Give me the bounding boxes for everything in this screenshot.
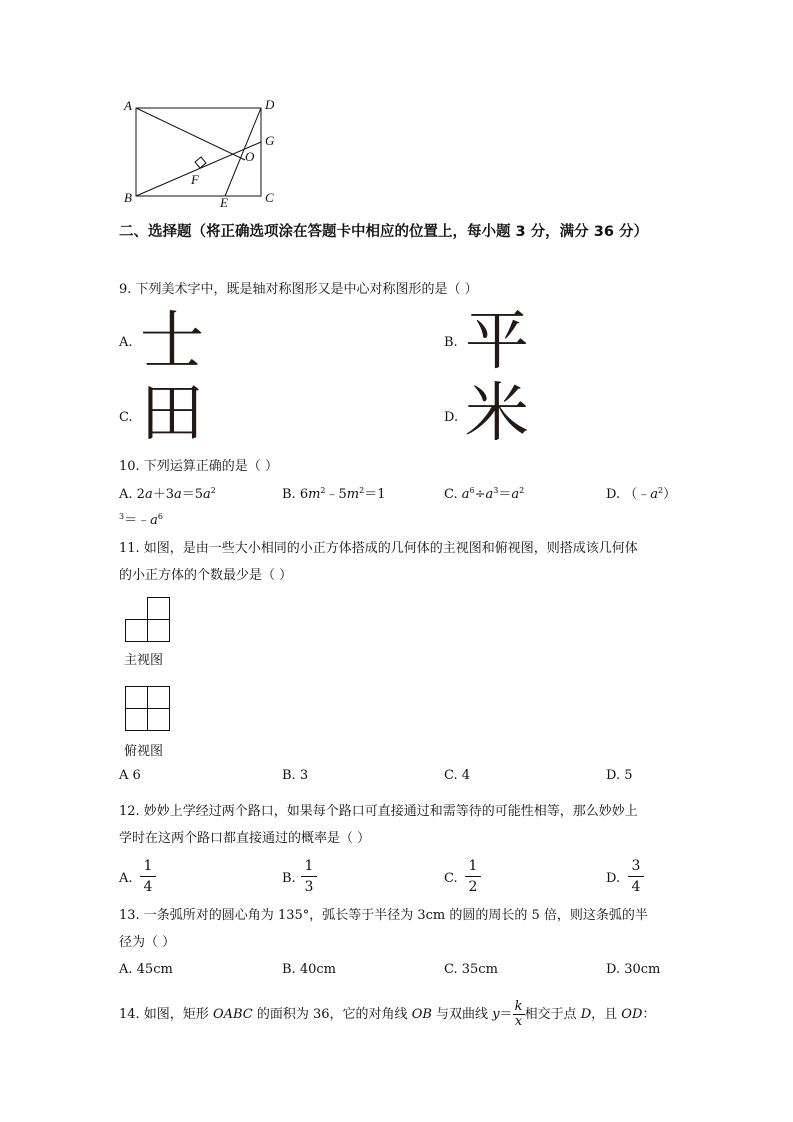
q13-option-a[interactable]: A. 45cm (119, 962, 173, 977)
q10-d-prefix: D. （﹣ (606, 487, 651, 502)
label-b: B (124, 190, 132, 205)
q10-b-exp1: 2 (320, 486, 326, 495)
fraction-numerator: 1 (468, 858, 478, 874)
q9-option-c-glyph: 田 (140, 377, 204, 451)
segment-d-to-e (225, 108, 261, 196)
q9-option-a-glyph: 士 (140, 305, 204, 379)
q13-option-d[interactable]: D. 30cm (606, 962, 661, 977)
q10-option-a[interactable] (119, 487, 216, 503)
q12-option-b-letter[interactable]: B. (282, 871, 296, 886)
label-f: F (191, 172, 199, 187)
q11-stem-line1: 11. 如图，是由一些大小相同的小正方体搭成的几何体的主视图和俯视图，则搭成该几何体 (119, 541, 638, 556)
fraction-denominator: 4 (631, 879, 641, 895)
q12-option-b-fraction (301, 858, 317, 895)
q12-option-a-fraction (140, 858, 156, 895)
fraction-numerator: 1 (143, 858, 153, 874)
q9-option-d-letter[interactable]: D. (444, 410, 459, 425)
q14-text-2: 的面积为 36，它的对角线 (252, 1007, 412, 1022)
q13-option-c[interactable]: C. 35cm (444, 962, 498, 977)
q10-b-prefix: B. 6 (282, 487, 309, 502)
label-e: E (220, 195, 228, 210)
q12-option-d-fraction (628, 858, 644, 895)
q11-option-d[interactable]: D. 5 (606, 768, 633, 783)
q14-var-od: OD (621, 1007, 643, 1022)
q10-d-exp1: 2 (658, 486, 664, 495)
fraction-numerator: 3 (631, 858, 641, 874)
q14-text-5: ，且 (591, 1007, 622, 1022)
top-view-label: 俯视图 (124, 744, 164, 759)
q14-text-6: ： (642, 1007, 656, 1022)
label-g: G (265, 133, 275, 148)
q14-text-1: 14. 如图，矩形 (119, 1007, 213, 1022)
q10-c-var3: a (511, 487, 520, 502)
fraction-bar (301, 876, 317, 877)
q10-b-tail: ＝1 (364, 487, 386, 502)
q10-a-var3: a (203, 487, 211, 502)
q10-d-var1: a (650, 487, 658, 502)
q10-b-mid: ﹣5 (325, 487, 347, 502)
label-o: O (245, 149, 255, 164)
q14-var-d: D (580, 1007, 592, 1022)
q10-c-exp1: 6 (469, 486, 475, 495)
q12-option-a-letter[interactable]: A. (119, 871, 133, 886)
q10-c-mid2: ＝ (498, 487, 512, 502)
q10-d-cont-var: a (150, 513, 158, 528)
front-view-figure (124, 596, 172, 644)
fraction-bar (140, 876, 156, 877)
q10-c-exp3: 2 (519, 486, 525, 495)
q14-equals: ＝ (499, 1007, 513, 1022)
q14-var-y: y (492, 1007, 500, 1022)
q14-text-3: 与双曲线 (431, 1007, 493, 1022)
top-view-figure (124, 685, 172, 733)
fraction-denominator: x (513, 1014, 525, 1029)
q10-d-cont-exp2: 6 (157, 512, 163, 521)
label-a: A (124, 98, 132, 113)
q12-option-d-letter[interactable]: D. (606, 871, 621, 886)
q10-a-var1: a (144, 487, 153, 502)
q12-stem-line1: 12. 妙妙上学经过两个路口，如果每个路口可直接通过和需等待的可能性相等，那么妙妙上 (119, 804, 638, 819)
front-view-label: 主视图 (124, 653, 164, 668)
q12-option-c-fraction (465, 858, 481, 895)
q11-stem-line2: 的小正方体的个数最少是（ ） (119, 568, 293, 583)
fraction-bar (628, 876, 644, 877)
q10-a-var2: a (173, 487, 182, 502)
q11-option-a[interactable]: A 6 (119, 768, 141, 783)
fraction-denominator: 2 (468, 879, 478, 895)
q14-text-4: 相交于点 (524, 1007, 581, 1022)
fraction-bar (465, 876, 481, 877)
q9-option-a-letter[interactable]: A. (119, 335, 133, 350)
q10-option-d[interactable] (606, 487, 676, 503)
q10-b-var1: m (308, 487, 321, 502)
q9-option-b-letter[interactable]: B. (444, 335, 458, 350)
label-c: C (265, 190, 274, 205)
q10-d-cont-mid: ＝﹣ (124, 513, 151, 528)
q10-b-exp2: 2 (359, 486, 365, 495)
q14-stem (119, 1000, 655, 1029)
q10-c-var1: a (461, 487, 470, 502)
q10-option-b[interactable] (282, 487, 386, 503)
label-d: D (265, 97, 275, 112)
q12-stem-line2: 学时在这两个路口都直接通过的概率是（ ） (119, 831, 371, 846)
segment-a-to-o (136, 108, 245, 160)
q10-a-prefix: A. 2 (119, 487, 145, 502)
q10-c-mid: ÷ (474, 487, 486, 502)
q9-stem: 9. 下列美术字中，既是轴对称图形又是中心对称图形的是（ ） (119, 282, 478, 297)
q10-option-d-continued (119, 513, 163, 529)
q10-b-var2: m (346, 487, 360, 502)
q10-d-tail: ） (663, 487, 677, 502)
q10-option-c[interactable] (444, 487, 524, 503)
q10-c-prefix: C. (444, 487, 462, 502)
section-heading: 二、选择题（将正确选项涂在答题卡中相应的位置上，每小题 3 分，满分 36 分） (119, 224, 648, 240)
q10-c-var2: a (485, 487, 494, 502)
q13-option-b[interactable]: B. 40cm (282, 962, 336, 977)
q10-stem: 10. 下列运算正确的是（ ） (119, 459, 278, 474)
fraction-denominator: 3 (304, 879, 314, 895)
fraction-denominator: 4 (143, 879, 153, 895)
q11-option-b[interactable]: B. 3 (282, 768, 309, 783)
rectangle-figure (118, 96, 288, 210)
q11-option-c[interactable]: C. 4 (444, 768, 471, 783)
q12-option-c-letter[interactable]: C. (444, 871, 458, 886)
q9-option-b-glyph: 平 (465, 305, 529, 379)
q10-c-exp2: 3 (493, 486, 499, 495)
q14-fraction (513, 1000, 525, 1029)
q13-stem-line2: 径为（ ） (119, 935, 176, 950)
fraction-numerator: 1 (304, 858, 314, 874)
q10-a-mid2: ＝5 (181, 487, 204, 502)
q10-a-exp: 2 (210, 486, 216, 495)
q14-var-oabc: OABC (212, 1007, 253, 1022)
q9-option-d-glyph: 米 (465, 377, 529, 451)
q10-d-cont-exp: 3 (119, 512, 125, 521)
q10-a-mid: ＋3 (152, 487, 174, 502)
q13-stem-line1: 13. 一条弧所对的圆心角为 135°，弧长等于半径为 3cm 的圆的周长的 5 倍，则这条弧的半 (119, 908, 648, 923)
q9-option-c-letter[interactable]: C. (119, 410, 133, 425)
fraction-numerator: k (514, 999, 523, 1014)
q14-var-ob: OB (411, 1007, 432, 1022)
